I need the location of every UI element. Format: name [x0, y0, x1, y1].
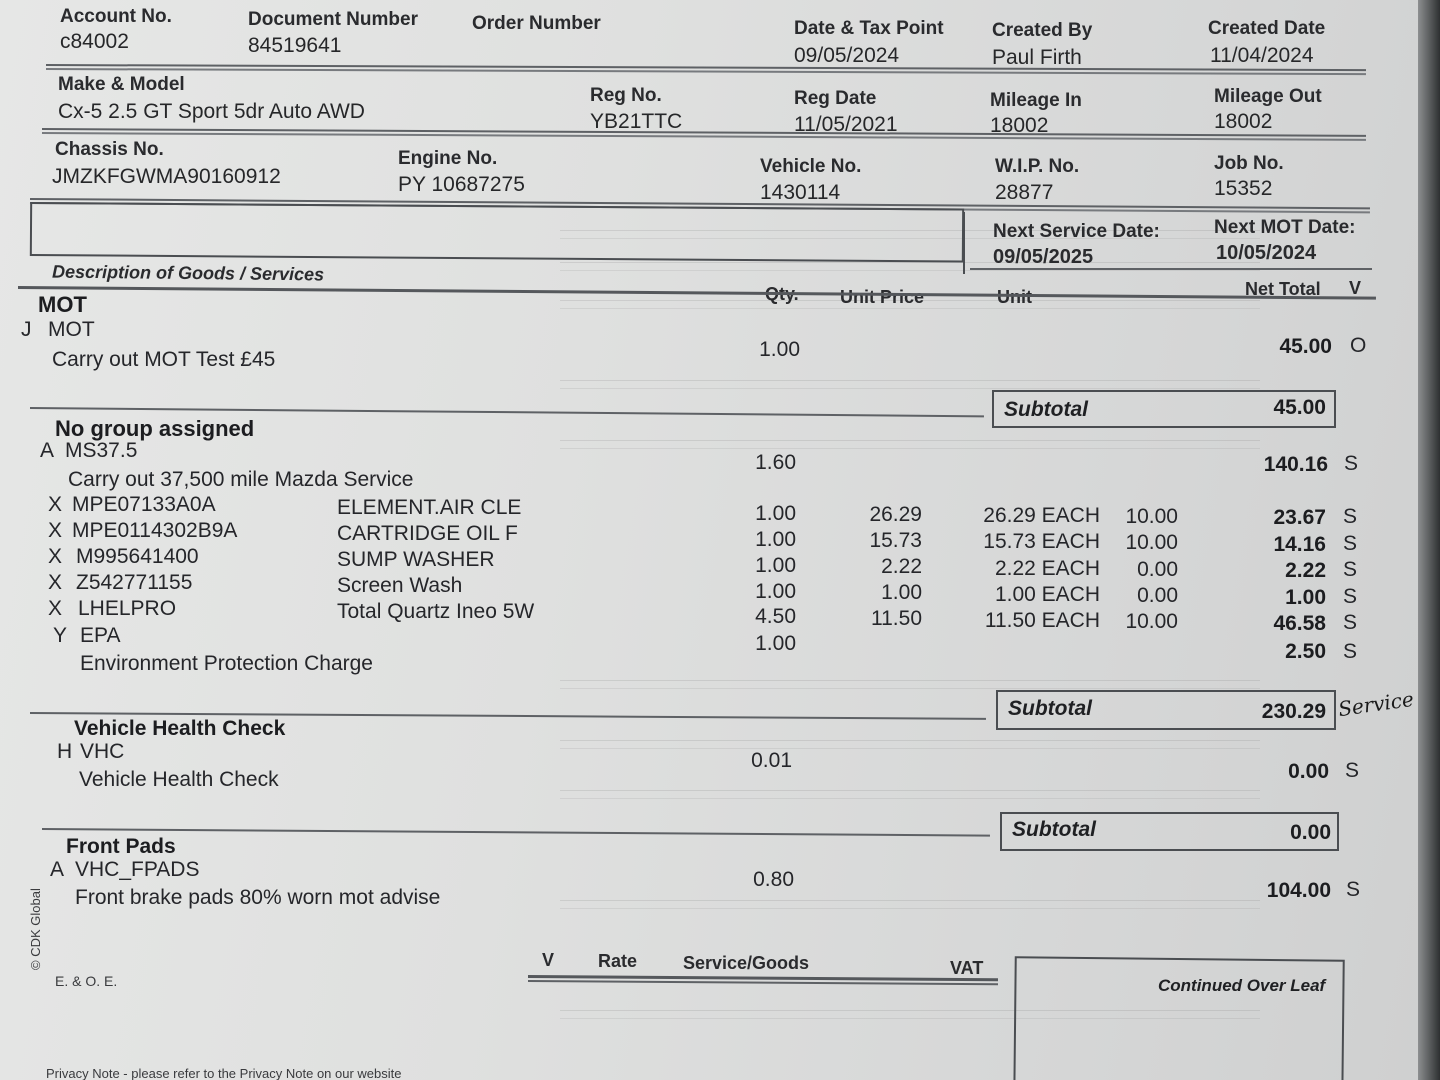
part-discount: 10.00: [1125, 505, 1178, 528]
date-tax-point-label: Date & Tax Point: [794, 18, 944, 39]
account-no-label: Account No.: [60, 6, 172, 27]
mot-line-net: 45.00: [1279, 335, 1332, 358]
unit-column-header: Unit: [997, 287, 1032, 307]
part-discount: 10.00: [1125, 610, 1178, 633]
part-description: CARTRIDGE OIL F: [337, 522, 518, 545]
unit-price-column-header: Unit Price: [840, 287, 925, 307]
part-prefix: X: [48, 545, 63, 568]
part-code: MPE07133A0A: [72, 493, 216, 516]
mot-line-vat-code: O: [1350, 334, 1367, 357]
part-code: Z542771155: [76, 571, 193, 594]
part-unit-price: 26.29: [869, 503, 922, 526]
part-qty: 1.00: [755, 580, 796, 603]
part-description: Screen Wash: [337, 574, 463, 597]
part-unit: 11.50 EACH: [984, 609, 1100, 632]
service-line-description: Carry out 37,500 mile Mazda Service: [68, 468, 414, 491]
dates-divider: [963, 212, 965, 274]
continued-over-leaf: Continued Over Leaf: [1158, 976, 1326, 995]
vat-summary-vat-header: VAT: [950, 958, 984, 978]
part-prefix: X: [48, 519, 63, 542]
front-pads-line-code: VHC_FPADS: [75, 858, 200, 881]
vhc-subtotal-value: 0.00: [1290, 821, 1331, 844]
front-pads-line-qty: 0.80: [753, 868, 794, 891]
wip-no-value: 28877: [995, 181, 1054, 204]
cdk-copyright: © CDK Global: [28, 888, 43, 970]
part-unit-price: 11.50: [871, 607, 922, 630]
reg-date-label: Reg Date: [794, 88, 877, 109]
reg-no-label: Reg No.: [590, 85, 662, 106]
vhc-line-code: VHC: [80, 740, 125, 763]
front-pads-line-vat-code: S: [1346, 878, 1361, 901]
part-unit-price: 1.00: [881, 581, 922, 604]
job-no-value: 15352: [1214, 177, 1273, 200]
mot-line-code: MOT: [48, 318, 95, 341]
vat-summary-v-header: V: [542, 950, 555, 970]
next-service-label: Next Service Date:: [993, 221, 1160, 242]
part-vat-code: S: [1343, 505, 1358, 528]
created-by-label: Created By: [992, 20, 1093, 41]
account-no-value: c84002: [60, 30, 129, 53]
document-number-label: Document Number: [248, 9, 418, 30]
description-column-header: Description of Goods / Services: [51, 261, 325, 285]
part-vat-code: S: [1343, 611, 1358, 634]
epa-line-vat-code: S: [1343, 640, 1358, 663]
vhc-line-vat-code: S: [1345, 759, 1360, 782]
part-prefix: X: [48, 493, 63, 516]
part-code: LHELPRO: [78, 597, 177, 620]
part-discount: 10.00: [1125, 531, 1178, 554]
handwritten-note: Service: [1336, 686, 1416, 722]
mot-subtotal-value: 45.00: [1273, 396, 1326, 419]
mot-line-qty: 1.00: [759, 338, 800, 361]
make-model-label: Make & Model: [58, 74, 185, 95]
part-description: ELEMENT.AIR CLE: [337, 496, 522, 519]
part-description: SUMP WASHER: [337, 548, 495, 571]
make-model-value: Cx-5 2.5 GT Sport 5dr Auto AWD: [58, 100, 365, 123]
part-net: 2.22: [1285, 559, 1326, 582]
part-qty: 4.50: [755, 605, 796, 628]
service-line-net: 140.16: [1263, 453, 1328, 476]
part-unit: 15.73 EACH: [983, 530, 1100, 553]
part-prefix: X: [48, 597, 63, 620]
service-subtotal-label: Subtotal: [1008, 697, 1092, 720]
epa-line-description: Environment Protection Charge: [80, 652, 373, 675]
vhc-line-qty: 0.01: [751, 749, 792, 772]
notes-box: [30, 202, 964, 263]
part-net: 46.58: [1273, 612, 1326, 635]
vat-code-column-header: V: [1349, 278, 1362, 298]
part-unit-price: 15.73: [869, 529, 922, 552]
vhc-line-net: 0.00: [1288, 760, 1329, 783]
part-unit: 2.22 EACH: [994, 557, 1100, 580]
mot-line-description: Carry out MOT Test £45: [52, 348, 276, 371]
vhc-rule: [42, 828, 990, 837]
reverse-print-shadow: [560, 380, 1260, 389]
order-number-label: Order Number: [472, 13, 601, 34]
vhc-group-title: Vehicle Health Check: [74, 717, 286, 740]
eoe-note: E. & O. E.: [55, 973, 118, 989]
part-vat-code: S: [1343, 558, 1358, 581]
vehicle-no-value: 1430114: [760, 181, 841, 204]
reverse-print-shadow: [560, 790, 1260, 799]
part-qty: 1.00: [755, 528, 796, 551]
dates-underline: [970, 268, 1372, 270]
nogroup-title: No group assigned: [55, 416, 255, 441]
epa-line-code: EPA: [80, 624, 121, 647]
header-divider: [46, 64, 1366, 75]
reg-no-value: YB21TTC: [590, 110, 683, 133]
front-pads-group-title: Front Pads: [66, 835, 176, 858]
mileage-out-label: Mileage Out: [1214, 86, 1322, 107]
chassis-no-label: Chassis No.: [55, 139, 164, 160]
part-net: 23.67: [1273, 506, 1326, 529]
chassis-no-value: JMZKFGWMA90160912: [52, 165, 281, 188]
service-line-vat-code: S: [1344, 452, 1359, 475]
engine-no-value: PY 10687275: [398, 173, 525, 196]
part-unit: 26.29 EACH: [983, 504, 1100, 527]
part-prefix: X: [48, 571, 63, 594]
part-qty: 1.00: [755, 554, 796, 577]
mot-line-prefix: J: [21, 318, 32, 341]
job-no-label: Job No.: [1214, 153, 1284, 174]
part-description: Total Quartz Ineo 5W: [337, 600, 535, 623]
reverse-print-shadow: [560, 900, 1260, 909]
mot-subtotal-label: Subtotal: [1004, 398, 1088, 421]
vehicle-no-label: Vehicle No.: [760, 156, 862, 177]
service-line-prefix: A: [40, 439, 55, 462]
reg-date-value: 11/05/2021: [794, 113, 898, 136]
part-qty: 1.00: [755, 502, 796, 525]
part-net: 14.16: [1273, 533, 1326, 556]
front-pads-line-description: Front brake pads 80% worn mot advise: [75, 886, 441, 909]
reverse-print-shadow: [560, 740, 1260, 749]
wip-no-label: W.I.P. No.: [995, 156, 1080, 177]
part-code: MPE0114302B9A: [72, 519, 238, 542]
privacy-note: Privacy Note - please refer to the Privacy Note on our website: [46, 1066, 402, 1080]
epa-line-qty: 1.00: [755, 632, 796, 655]
mileage-in-value: 18002: [990, 114, 1049, 137]
net-total-column-header: Net Total: [1245, 279, 1321, 299]
created-date-label: Created Date: [1208, 18, 1326, 39]
service-line-qty: 1.60: [755, 451, 796, 474]
mileage-out-value: 18002: [1214, 110, 1273, 133]
part-code: M995641400: [76, 545, 199, 568]
reverse-print-shadow: [560, 680, 1260, 689]
created-by-value: Paul Firth: [992, 46, 1082, 69]
reverse-print-shadow: [560, 440, 1260, 449]
part-discount: 0.00: [1137, 558, 1178, 581]
part-net: 1.00: [1285, 586, 1326, 609]
part-unit-price: 2.22: [881, 555, 922, 578]
mot-group-title: MOT: [38, 292, 87, 317]
qty-column-header: Qty.: [765, 284, 799, 304]
document-number-value: 84519641: [248, 34, 342, 57]
next-mot-label: Next MOT Date:: [1214, 217, 1356, 238]
epa-line-net: 2.50: [1285, 640, 1326, 663]
vat-summary-service-goods-header: Service/Goods: [683, 953, 810, 973]
front-pads-line-prefix: A: [50, 858, 65, 881]
column-header-rule: [18, 286, 1376, 300]
next-service-value: 09/05/2025: [993, 246, 1094, 268]
engine-no-label: Engine No.: [398, 148, 498, 169]
totals-box: [1013, 956, 1344, 1080]
mileage-in-label: Mileage In: [990, 90, 1082, 111]
part-vat-code: S: [1343, 532, 1358, 555]
page-edge-shadow: [1418, 0, 1440, 1080]
epa-line-prefix: Y: [53, 624, 68, 647]
vat-summary-rate-header: Rate: [598, 951, 638, 971]
service-line-code: MS37.5: [65, 439, 138, 462]
next-mot-value: 10/05/2024: [1216, 242, 1317, 264]
service-subtotal-value: 230.29: [1261, 700, 1326, 723]
vehicle-divider: [42, 128, 1366, 141]
part-vat-code: S: [1343, 585, 1358, 608]
created-date-value: 11/04/2024: [1210, 44, 1314, 67]
date-tax-point-value: 09/05/2024: [794, 44, 900, 67]
vhc-line-prefix: H: [57, 740, 73, 763]
part-discount: 0.00: [1137, 584, 1178, 607]
vhc-subtotal-label: Subtotal: [1012, 818, 1096, 841]
part-unit: 1.00 EACH: [994, 583, 1100, 606]
vhc-line-description: Vehicle Health Check: [79, 768, 279, 791]
front-pads-line-net: 104.00: [1266, 879, 1331, 902]
